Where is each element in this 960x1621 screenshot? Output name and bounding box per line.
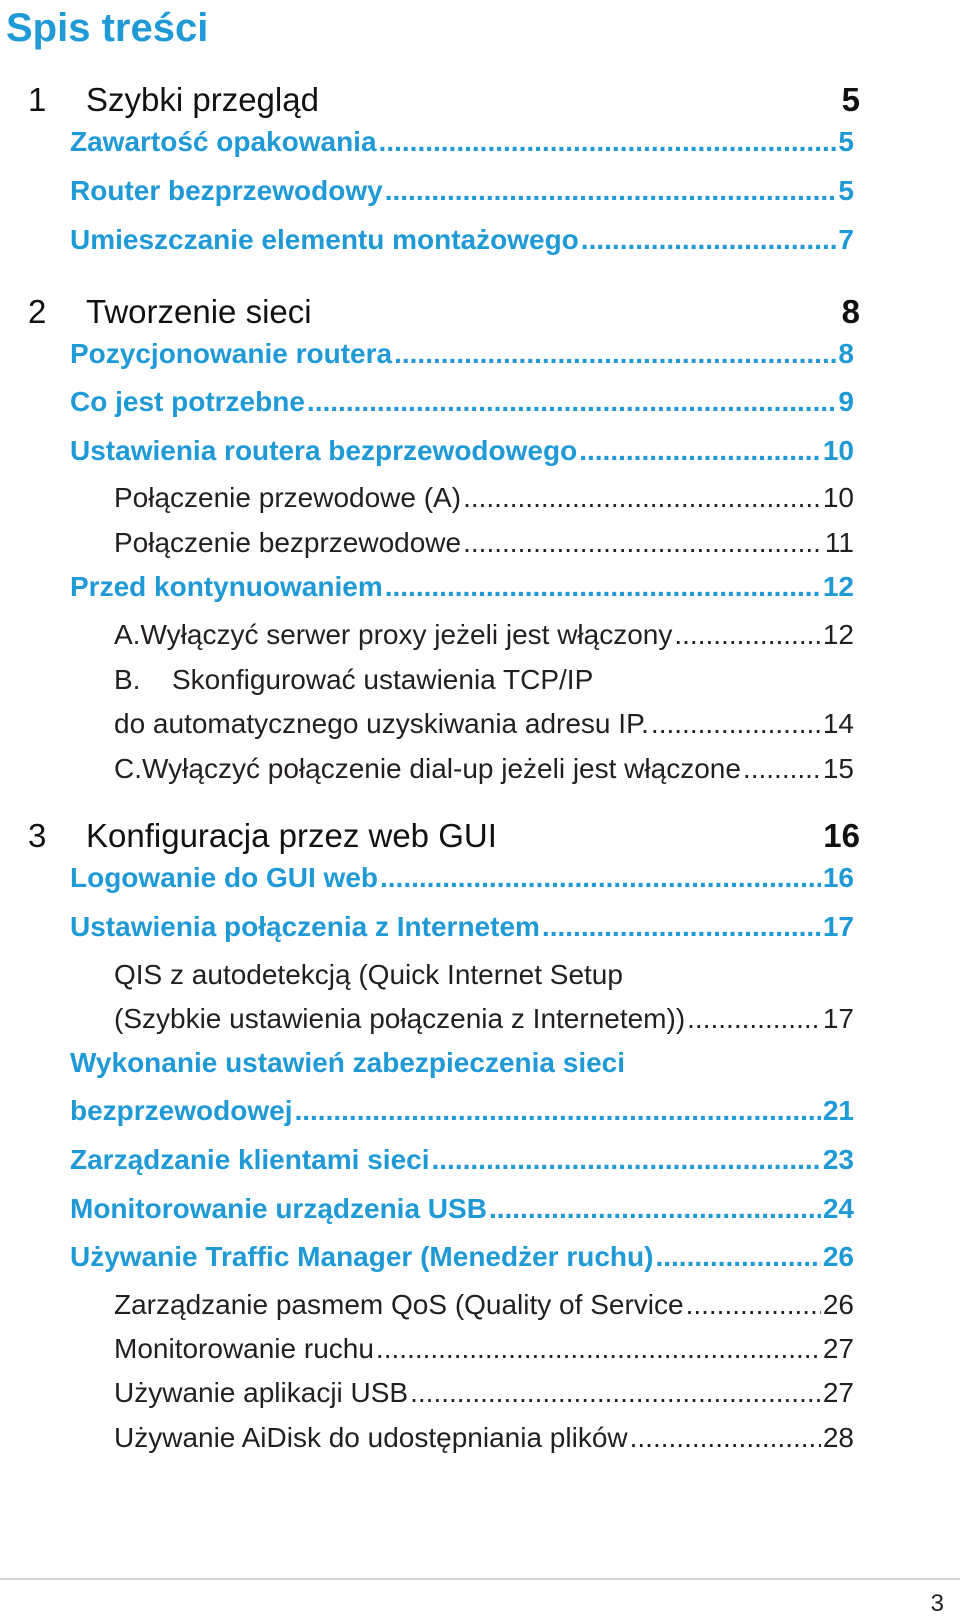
- toc-entry-page: 23: [822, 1144, 854, 1175]
- dot-leader: [376, 1327, 821, 1371]
- toc-entry-page: 21: [822, 1095, 854, 1126]
- toc-entry-label: Umieszczanie elementu montażowego: [70, 224, 579, 255]
- toc-entry-page: 5: [838, 126, 854, 157]
- dot-leader: [410, 1371, 821, 1415]
- toc-entry-label: Zarządzanie klientami sieci: [70, 1144, 430, 1175]
- toc-subentry[interactable]: [114, 702, 854, 746]
- chapter-heading[interactable]: [28, 290, 860, 334]
- toc-entry-label: Zarządzanie pasmem QoS (Quality of Service: [114, 1289, 684, 1320]
- toc-entry-label: Przed kontynuowaniem: [70, 571, 383, 602]
- toc-entry-page: 15: [822, 753, 854, 784]
- dot-leader: [463, 521, 823, 565]
- toc-entry-page: 11: [824, 527, 854, 558]
- toc-subentry[interactable]: [114, 476, 854, 520]
- chapter-title: Tworzenie sieci: [86, 293, 312, 330]
- toc-entry-label: Ustawienia routera bezprzewodowego: [70, 435, 578, 466]
- toc-entry[interactable]: [70, 120, 854, 164]
- chapter-page: 5: [841, 81, 860, 118]
- dot-leader: [542, 905, 821, 949]
- toc-entry[interactable]: [70, 332, 854, 376]
- toc-entry-page: 12: [822, 619, 854, 650]
- toc-entry-page: 14: [822, 708, 854, 739]
- dot-leader: [379, 120, 837, 164]
- toc-entry-page: 26: [822, 1241, 854, 1272]
- chapter-number: 2: [28, 293, 47, 330]
- dot-leader: [686, 1283, 821, 1327]
- toc-entry-label: bezprzewodowej: [70, 1095, 293, 1126]
- toc-entry[interactable]: [70, 169, 854, 213]
- toc-entry-page: 28: [822, 1422, 854, 1453]
- chapter-number: 1: [28, 81, 47, 118]
- toc-entry-page: 10: [822, 482, 854, 513]
- dot-leader: [432, 1138, 821, 1182]
- toc-entry-page: 5: [838, 175, 854, 206]
- toc-entry-page: 27: [822, 1333, 854, 1364]
- toc-entry[interactable]: [70, 429, 854, 473]
- dot-leader: [385, 169, 837, 213]
- dot-leader: [385, 565, 821, 609]
- toc-entry-letter: B.: [114, 664, 141, 695]
- chapter-title: Szybki przegląd: [86, 81, 319, 118]
- toc-entry-page: 10: [822, 435, 854, 466]
- footer-divider: [0, 1578, 960, 1580]
- toc-entry-page: 12: [822, 571, 854, 602]
- toc-entry[interactable]: [70, 1089, 854, 1133]
- toc-entry[interactable]: [70, 380, 854, 424]
- dot-leader: [380, 856, 821, 900]
- dot-leader: [294, 1089, 820, 1133]
- toc-entry-page: 7: [838, 224, 854, 255]
- toc-entry[interactable]: [70, 905, 854, 949]
- toc-entry-page: 26: [822, 1289, 854, 1320]
- toc-entry[interactable]: [70, 1041, 854, 1085]
- toc-entry-letter: A.: [114, 619, 141, 650]
- toc-entry-label: do automatycznego uzyskiwania adresu IP.: [114, 708, 649, 739]
- dot-leader: [687, 997, 821, 1041]
- dot-leader: [394, 332, 836, 376]
- toc-entry-label: Połączenie przewodowe (A): [114, 482, 462, 513]
- chapter-page: 16: [823, 817, 860, 854]
- toc-entry-label: Używanie aplikacji USB: [114, 1377, 409, 1408]
- toc-entry[interactable]: [70, 1235, 854, 1279]
- dot-leader: [307, 380, 837, 424]
- footer-page-number: 3: [930, 1590, 944, 1617]
- dot-leader: [581, 218, 837, 262]
- toc-entry-label: Wyłączyć połączenie dial-up jeżeli jest włączone: [142, 753, 741, 784]
- toc-subentry[interactable]: [114, 1283, 854, 1327]
- toc-entry-label: Wykonanie ustawień zabezpieczenia sieci: [70, 1047, 626, 1078]
- toc-entry-label: Skonfigurować ustawienia TCP/IP: [172, 664, 594, 695]
- chapter-page: 8: [841, 293, 860, 330]
- page-title: Spis treści: [6, 6, 209, 50]
- toc-entry-label: QIS z autodetekcją (Quick Internet Setup: [114, 959, 623, 990]
- dot-leader: [651, 702, 821, 746]
- dot-leader: [463, 476, 821, 520]
- toc-entry[interactable]: [70, 1138, 854, 1182]
- chapter-heading[interactable]: [28, 814, 860, 858]
- toc-entry[interactable]: [70, 856, 854, 900]
- toc-entry-page: 17: [822, 1003, 854, 1034]
- dot-leader: [579, 429, 821, 473]
- toc-entry-letter: C.: [114, 753, 142, 784]
- toc-entry-label: Wyłączyć serwer proxy jeżeli jest włączony: [140, 619, 673, 650]
- toc-entry[interactable]: [70, 1187, 854, 1231]
- dot-leader: [674, 613, 820, 657]
- toc-entry-label: Zawartość opakowania: [70, 126, 377, 157]
- toc-entry-label: Używanie AiDisk do udostępniania plików: [114, 1422, 628, 1453]
- chapter-heading[interactable]: [28, 78, 860, 122]
- toc-entry-page: 17: [822, 911, 854, 942]
- toc-subentry[interactable]: [114, 1416, 854, 1460]
- toc-entry-label: Połączenie bezprzewodowe: [114, 527, 462, 558]
- toc-entry-label: (Szybkie ustawienia połączenia z Internetem)): [114, 1003, 686, 1034]
- toc-entry-page: 8: [838, 338, 854, 369]
- dot-leader: [743, 747, 821, 791]
- toc-entry-label: Router bezprzewodowy: [70, 175, 383, 206]
- toc-subentry[interactable]: [114, 613, 854, 657]
- toc-subentry[interactable]: [114, 747, 854, 791]
- toc-subentry[interactable]: [114, 1327, 854, 1371]
- toc-entry-label: Logowanie do GUI web: [70, 862, 378, 893]
- chapter-title: Konfiguracja przez web GUI: [86, 817, 497, 854]
- toc-entry[interactable]: [70, 565, 854, 609]
- toc-subentry[interactable]: [114, 997, 854, 1041]
- toc-entry-label: Monitorowanie ruchu: [114, 1333, 374, 1364]
- toc-entry-label: Co jest potrzebne: [70, 386, 305, 417]
- toc-entry-page: 16: [822, 862, 854, 893]
- toc-subentry[interactable]: [114, 1371, 854, 1415]
- toc-subentry[interactable]: [114, 521, 854, 565]
- toc-entry-page: 27: [822, 1377, 854, 1408]
- dot-leader: [489, 1187, 821, 1231]
- toc-subentry[interactable]: [114, 953, 854, 997]
- toc-entry-page: 24: [822, 1193, 854, 1224]
- toc-entry-label: Ustawienia połączenia z Internetem: [70, 911, 540, 942]
- toc-subentry[interactable]: [114, 658, 854, 702]
- toc-entry-page: 9: [838, 386, 854, 417]
- chapter-number: 3: [28, 817, 47, 854]
- toc-entry-label: Używanie Traffic Manager (Menedżer ruchu): [70, 1241, 654, 1272]
- toc-entry-label: Monitorowanie urządzenia USB: [70, 1193, 487, 1224]
- dot-leader: [630, 1416, 821, 1460]
- toc-entry-label: Pozycjonowanie routera: [70, 338, 393, 369]
- toc-entry[interactable]: [70, 218, 854, 262]
- dot-leader: [655, 1235, 820, 1279]
